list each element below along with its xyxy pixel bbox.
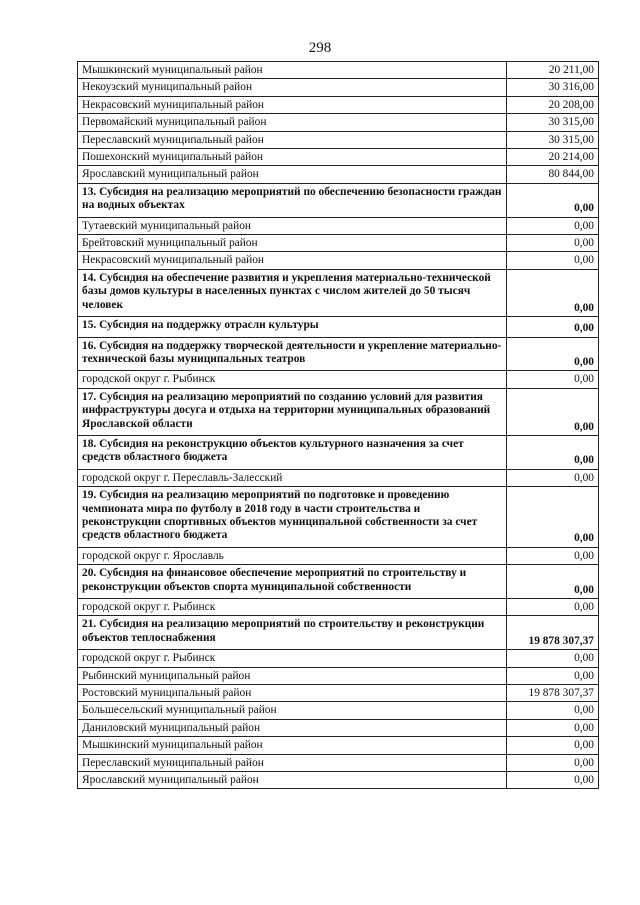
subsidy-total-amount: 0,00 — [507, 269, 599, 316]
municipality-name: Мышкинский муниципальный район — [78, 737, 507, 754]
page-number: 298 — [308, 40, 332, 56]
allocation-amount: 80 844,00 — [507, 166, 599, 183]
subsidy-title: 20. Субсидия на финансовое обеспечение мероприятий по строительству и реконструкции объектов спорта муниципальной собственности — [78, 565, 507, 599]
subsidy-title: 17. Субсидия на реализацию мероприятий по созданию условий для развития инфраструктуры досуга и отдыха на территории муниципальных образований Ярославской области — [78, 388, 507, 435]
subsidy-total-amount: 0,00 — [507, 565, 599, 599]
subsidy-total-amount: 0,00 — [507, 435, 599, 469]
municipality-row — [78, 166, 599, 183]
municipality-name: городской округ г. Рыбинск — [78, 599, 507, 616]
municipality-row — [78, 719, 599, 736]
subsidy-title: 13. Субсидия на реализацию мероприятий по обеспечению безопасности граждан на водных объектах — [78, 183, 507, 217]
municipality-name: Рыбинский муниципальный район — [78, 667, 507, 684]
allocation-amount: 0,00 — [507, 754, 599, 771]
municipality-name: Переславский муниципальный район — [78, 131, 507, 148]
municipality-row — [78, 702, 599, 719]
municipality-name: Некрасовский муниципальный район — [78, 252, 507, 269]
subsidy-heading-row — [78, 388, 599, 435]
subsidy-heading-row — [78, 487, 599, 548]
allocation-amount: 30 315,00 — [507, 114, 599, 131]
allocation-amount: 0,00 — [507, 650, 599, 667]
municipality-row — [78, 371, 599, 388]
municipality-row — [78, 131, 599, 148]
subsidy-total-amount: 0,00 — [507, 388, 599, 435]
subsidy-heading-row — [78, 337, 599, 371]
subsidy-heading-row — [78, 435, 599, 469]
municipality-name: Пошехонский муниципальный район — [78, 149, 507, 166]
municipality-name: городской округ г. Рыбинск — [78, 650, 507, 667]
allocation-amount: 30 316,00 — [507, 79, 599, 96]
subsidy-heading-row — [78, 183, 599, 217]
subsidy-heading-row — [78, 317, 599, 337]
allocation-amount: 19 878 307,37 — [507, 685, 599, 702]
subsidy-title: 15. Субсидия на поддержку отрасли культуры — [78, 317, 507, 337]
municipality-name: Даниловский муниципальный район — [78, 719, 507, 736]
allocation-amount: 0,00 — [507, 702, 599, 719]
municipality-row — [78, 235, 599, 252]
municipality-row — [78, 62, 599, 79]
municipality-row — [78, 149, 599, 166]
subsidy-total-amount: 0,00 — [507, 183, 599, 217]
municipality-row — [78, 217, 599, 234]
municipality-name: Брейтовский муниципальный район — [78, 235, 507, 252]
subsidy-heading-row — [78, 269, 599, 316]
municipality-row — [78, 96, 599, 113]
subsidy-total-amount: 0,00 — [507, 337, 599, 371]
allocation-amount: 0,00 — [507, 217, 599, 234]
municipality-row — [78, 79, 599, 96]
subsidy-title: 21. Субсидия на реализацию мероприятий по строительству и реконструкции объектов теплоснабжения — [78, 616, 507, 650]
subsidy-title: 18. Субсидия на реконструкцию объектов культурного назначения за счет средств областного бюджета — [78, 435, 507, 469]
allocation-amount: 0,00 — [507, 235, 599, 252]
municipality-row — [78, 667, 599, 684]
allocation-amount: 0,00 — [507, 547, 599, 564]
municipality-row — [78, 685, 599, 702]
subsidy-total-amount: 19 878 307,37 — [507, 616, 599, 650]
municipality-name: Большесельский муниципальный район — [78, 702, 507, 719]
subsidy-title: 16. Субсидия на поддержку творческой деятельности и укрепление материально-технической базы муниципальных театров — [78, 337, 507, 371]
subsidy-total-amount: 0,00 — [507, 487, 599, 548]
municipality-name: Ростовский муниципальный район — [78, 685, 507, 702]
allocation-amount: 0,00 — [507, 469, 599, 486]
allocation-amount: 0,00 — [507, 371, 599, 388]
subsidy-total-amount: 0,00 — [507, 317, 599, 337]
subsidy-heading-row — [78, 565, 599, 599]
allocation-amount: 20 208,00 — [507, 96, 599, 113]
municipality-row — [78, 469, 599, 486]
allocation-amount: 0,00 — [507, 252, 599, 269]
municipality-row — [78, 252, 599, 269]
municipality-row — [78, 114, 599, 131]
allocation-amount: 0,00 — [507, 599, 599, 616]
municipality-row — [78, 599, 599, 616]
municipality-name: Мышкинский муниципальный район — [78, 62, 507, 79]
municipality-name: Тутаевский муниципальный район — [78, 217, 507, 234]
municipality-row — [78, 547, 599, 564]
municipality-row — [78, 772, 599, 789]
subsidy-table — [77, 61, 599, 789]
municipality-row — [78, 754, 599, 771]
municipality-name: Переславский муниципальный район — [78, 754, 507, 771]
allocation-amount: 0,00 — [507, 772, 599, 789]
municipality-row — [78, 650, 599, 667]
subsidy-table-body — [78, 62, 599, 789]
municipality-name: Ярославский муниципальный район — [78, 166, 507, 183]
municipality-name: Ярославский муниципальный район — [78, 772, 507, 789]
allocation-amount: 0,00 — [507, 719, 599, 736]
municipality-name: Некоузский муниципальный район — [78, 79, 507, 96]
municipality-name: Первомайский муниципальный район — [78, 114, 507, 131]
allocation-amount: 0,00 — [507, 737, 599, 754]
allocation-amount: 0,00 — [507, 667, 599, 684]
municipality-name: городской округ г. Переславль-Залесский — [78, 469, 507, 486]
subsidy-title: 14. Субсидия на обеспечение развития и укрепления материально-технической базы домов культуры в населенных пунктах с числом жителей до 50 тысяч человек — [78, 269, 507, 316]
subsidy-heading-row — [78, 616, 599, 650]
subsidy-title: 19. Субсидия на реализацию мероприятий по подготовке и проведению чемпионата мира по футболу в 2018 году в части строительства и реконструкции спортивных объектов муниципальной собственности за счет средств областного бюджета — [78, 487, 507, 548]
allocation-amount: 30 315,00 — [507, 131, 599, 148]
allocation-amount: 20 214,00 — [507, 149, 599, 166]
municipality-name: Некрасовский муниципальный район — [78, 96, 507, 113]
municipality-name: городской округ г. Ярославль — [78, 547, 507, 564]
municipality-row — [78, 737, 599, 754]
municipality-name: городской округ г. Рыбинск — [78, 371, 507, 388]
allocation-amount: 20 211,00 — [507, 62, 599, 79]
